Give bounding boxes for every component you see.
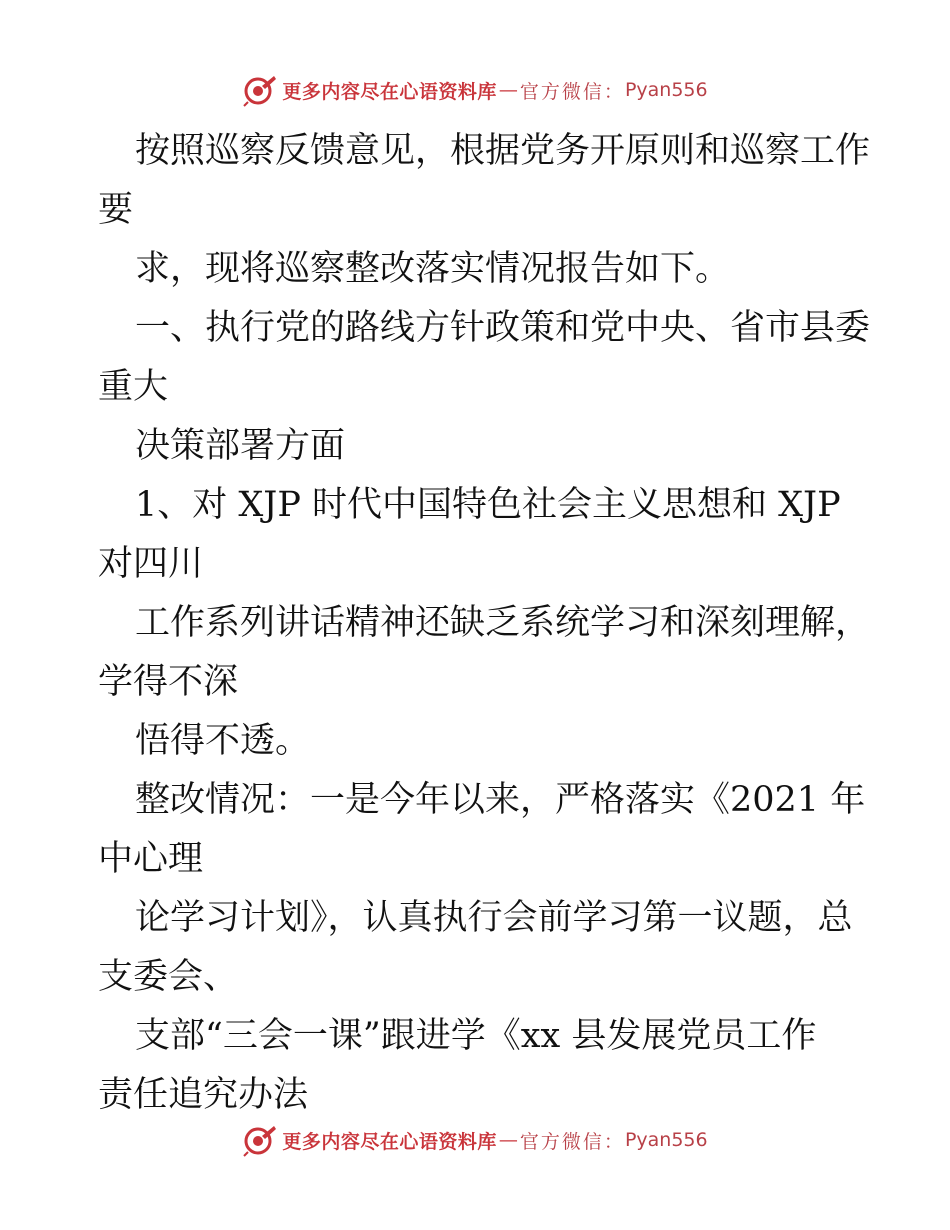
body-line: 学得不深: [98, 662, 239, 702]
body-line: 论学习计划》，认真执行会前学习第一议题，总: [135, 898, 853, 938]
watermark-separator: —: [498, 79, 518, 101]
header-watermark: [0, 70, 950, 110]
body-line: 对四川: [98, 544, 204, 584]
body-line: 支委会、: [98, 957, 239, 997]
body-line: 中心理: [98, 839, 204, 879]
watermark-site-text: 更多内容尽在心语资料库: [282, 1130, 497, 1153]
body-line: 求，现将巡察整改落实情况报告如下。: [135, 249, 731, 289]
body-line: 悟得不透。: [135, 721, 311, 761]
body-line: 要: [98, 190, 134, 230]
watermark-separator: —: [498, 1129, 518, 1151]
footer-watermark: [0, 1120, 950, 1160]
body-line: 一、执行党的路线方针政策和党中央、省市县委: [135, 308, 871, 348]
body-line: 按照巡察反馈意见，根据党务开原则和巡察工作: [135, 131, 871, 171]
logo-icon: [242, 1122, 278, 1158]
watermark-site-text: 更多内容尽在心语资料库: [282, 80, 497, 103]
logo-icon: [242, 72, 278, 108]
watermark-account: Pyan556: [624, 1129, 708, 1151]
document-body: [98, 122, 878, 1125]
body-line: 责任追究办法: [98, 1075, 309, 1115]
body-line: 决策部署方面: [135, 426, 346, 466]
body-line: 1、对 XJP 时代中国特色社会主义思想和 XJP: [135, 485, 841, 525]
watermark-account: Pyan556: [624, 79, 708, 101]
watermark-wechat-label: 官方微信：: [519, 1130, 625, 1153]
body-line: 工作系列讲话精神还缺乏系统学习和深刻理解，: [135, 603, 871, 643]
watermark-wechat-label: 官方微信：: [519, 80, 625, 103]
body-line: 重大: [98, 367, 169, 407]
body-line: 整改情况：一是今年以来，严格落实《2021 年: [135, 780, 866, 820]
body-line: 支部“三会一课”跟进学《xx 县发展党员工作: [135, 1016, 817, 1056]
